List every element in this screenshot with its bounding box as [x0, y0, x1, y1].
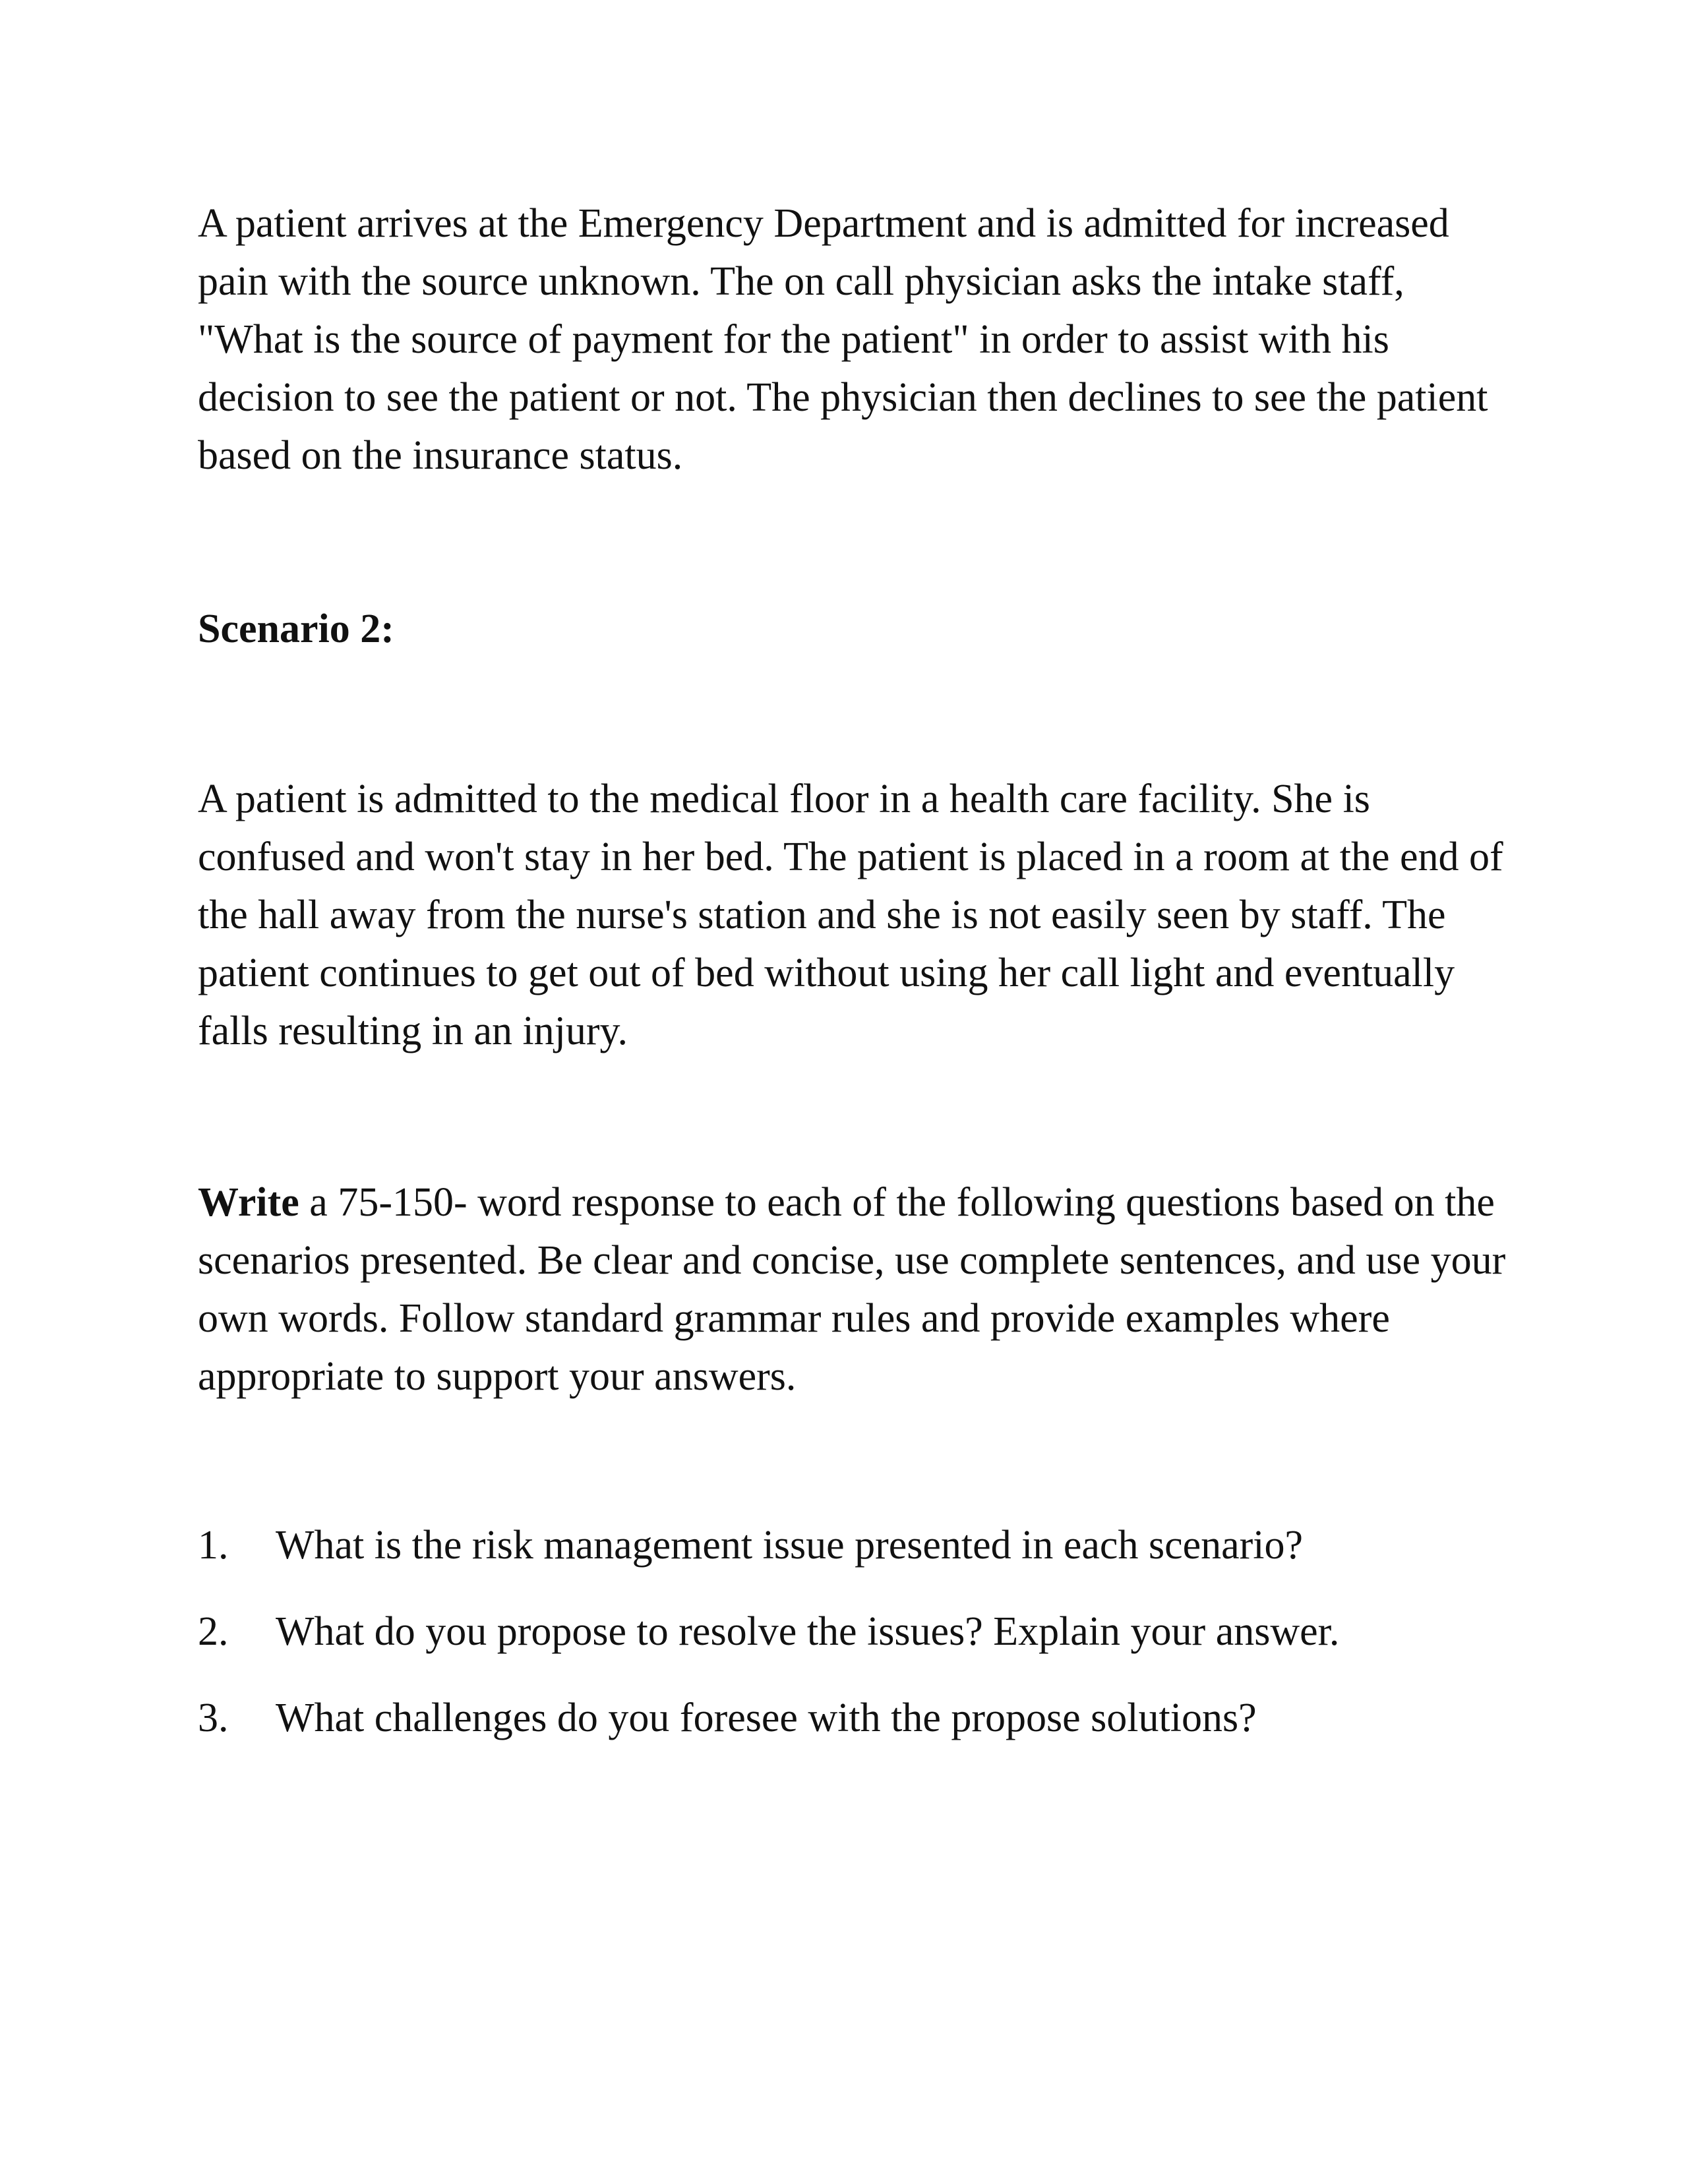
scenario-2-paragraph: A patient is admitted to the medical floor in a health care facility. She is confused and won't stay in her bed. The patient is placed in a room at the end of the hall away from the nurse's station and she is not easily seen by staff. The patient continues to get out of bed without using her call light and eventually falls resulting in an injury.: [198, 777, 1503, 1053]
list-item: [198, 1603, 1510, 1661]
question-list: [198, 1516, 1510, 1775]
list-item: [198, 1689, 1510, 1747]
instructions-text: a 75-150- word response to each of the following questions based on the scenarios presented. Be clear and concise, use complete sentences, and use your own words. Follow standard grammar rules and provide examples where appropriate to support your answers.: [198, 1180, 1506, 1399]
question-text: What challenges do you foresee with the propose solutions?: [276, 1696, 1257, 1740]
instructions-lead-word: Write: [198, 1180, 299, 1225]
question-number: 3.: [198, 1696, 229, 1740]
instructions-paragraph: [198, 1173, 1510, 1405]
list-item: [198, 1516, 1510, 1574]
question-number: 1.: [198, 1523, 229, 1568]
scenario-1-paragraph: A patient arrives at the Emergency Department and is admitted for increased pain with the source unknown. The on call physician asks the intake staff, "What is the source of payment for the patient" in order to assist with his decision to see the patient or not. The physician then declines to see the patient based on the insurance status.: [198, 201, 1488, 478]
scenario-2-heading: Scenario 2:: [198, 606, 394, 651]
question-text: What is the risk management issue presented in each scenario?: [276, 1523, 1304, 1568]
question-number: 2.: [198, 1609, 229, 1654]
question-text: What do you propose to resolve the issues? Explain your answer.: [276, 1609, 1340, 1654]
